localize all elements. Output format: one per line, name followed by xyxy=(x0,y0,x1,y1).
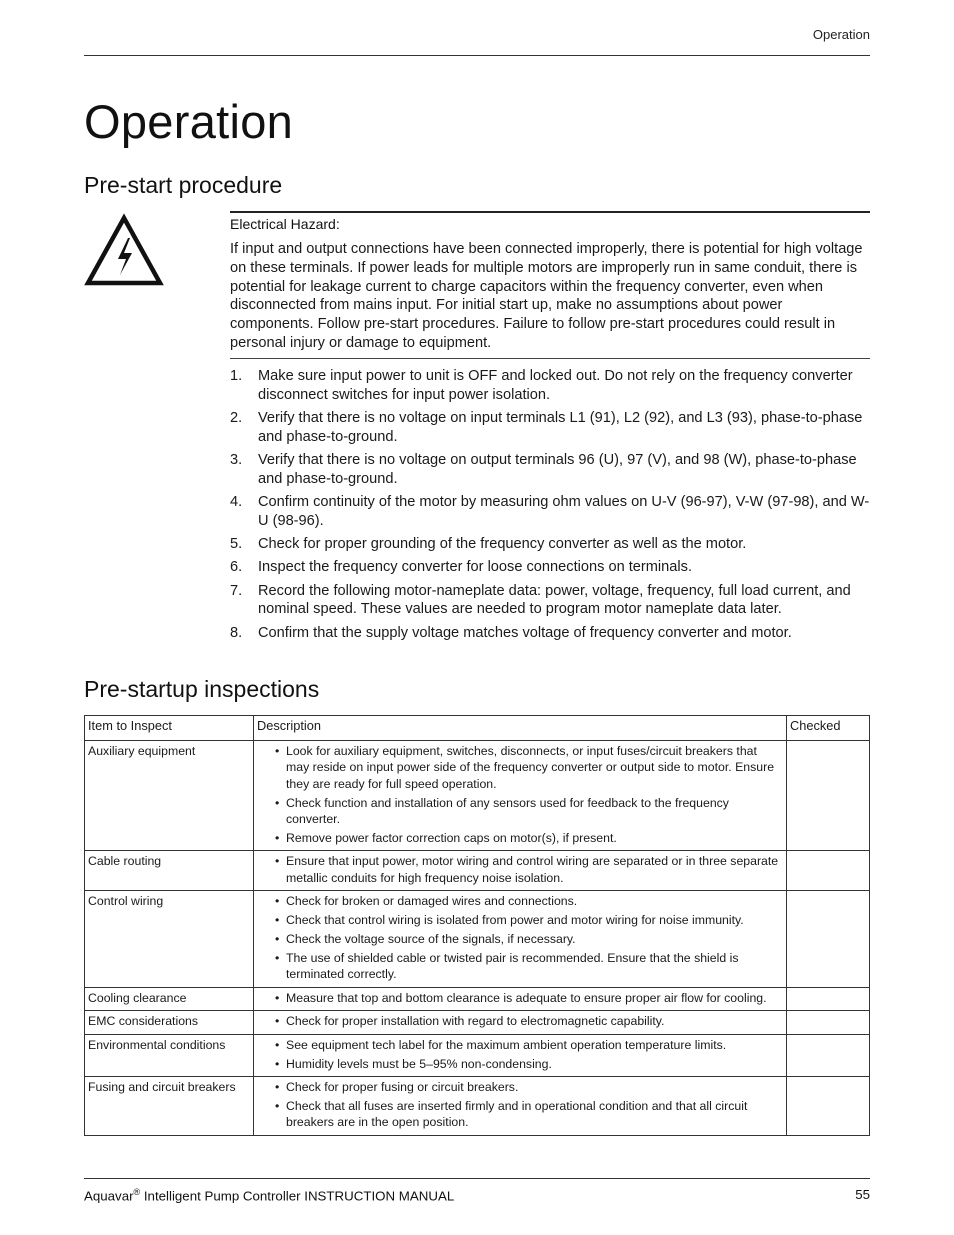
step-number: 2. xyxy=(230,409,243,426)
item-cell: Auxiliary equipment xyxy=(85,741,254,851)
step-item xyxy=(230,535,870,554)
description-bullet: • Measure that top and bottom clearance is adequate to ensure proper air flow for cooling. xyxy=(257,990,783,1006)
step-number: 6. xyxy=(230,559,243,576)
registered-mark: ® xyxy=(133,1187,141,1197)
step-number: 4. xyxy=(230,493,243,510)
step-text: Inspect the frequency converter for loose connections on terminals. xyxy=(258,559,692,576)
description-bullet: • Humidity levels must be 5–95% non-condensing. xyxy=(257,1056,783,1072)
header-divider xyxy=(84,55,870,56)
checked-cell xyxy=(787,1076,870,1135)
table-row xyxy=(85,987,870,1010)
step-item xyxy=(230,409,870,446)
section-heading-prestart: Pre-start procedure xyxy=(84,172,283,198)
description-bullet: • Check for proper installation with regard to electromagnetic capability. xyxy=(257,1013,783,1029)
table-header-row xyxy=(85,716,870,741)
step-item xyxy=(230,558,870,577)
checked-cell xyxy=(787,1011,870,1034)
checked-cell xyxy=(787,851,870,891)
step-item xyxy=(230,582,870,619)
step-item xyxy=(230,367,870,404)
step-item xyxy=(230,624,870,643)
description-bullet: • Check function and installation of any sensors used for feedback to the frequency converter. xyxy=(257,795,783,828)
item-cell: Fusing and circuit breakers xyxy=(85,1076,254,1135)
step-item xyxy=(230,493,870,530)
checked-cell xyxy=(787,741,870,851)
footer-manual-title xyxy=(84,1187,454,1203)
hazard-top-rule xyxy=(230,211,870,213)
description-bullet: • The use of shielded cable or twisted pair is recommended. Ensure that the shield is terminated correctly. xyxy=(257,950,783,983)
step-text: Make sure input power to unit is OFF and locked out. Do not rely on the frequency converter disconnect switches for input power isolation. xyxy=(258,368,853,403)
section-heading-prestartup: Pre-startup inspections xyxy=(84,676,320,702)
item-cell: Cable routing xyxy=(85,851,254,891)
step-text: Confirm continuity of the motor by measuring ohm values on U-V (96-97), V-W (97-98), and W-U (98-96). xyxy=(258,493,870,529)
footer-title-rest: Intelligent Pump Controller INSTRUCTION MANUAL xyxy=(140,1188,455,1204)
footer-brand: Aquavar xyxy=(84,1188,134,1204)
step-number: 3. xyxy=(230,451,243,468)
step-item xyxy=(230,451,870,488)
table-row xyxy=(85,1076,870,1135)
step-text: Verify that there is no voltage on output terminals 96 (U), 97 (V), and 98 (W), phase-to-phase and phase-to-ground. xyxy=(258,451,857,487)
electrical-hazard-icon xyxy=(84,213,164,287)
table-row xyxy=(85,741,870,851)
step-number: 7. xyxy=(230,582,243,599)
hazard-text: If input and output connections have been connected improperly, there is potential for high voltage on these terminals. If power leads for multiple motors are improperly run in same conduit, there is potential for leakage current to charge capacitors within the frequency converter, even when disconnected from mains input. For initial start up, make no assumptions about power components. Follow pre-start procedures. Failure to follow pre-start procedures could result in personal injury or damage to equipment. xyxy=(230,241,863,351)
description-bullet: • Ensure that input power, motor wiring and control wiring are separated or in three separate metallic conduits for high frequency noise isolation. xyxy=(257,853,783,886)
hazard-bottom-rule xyxy=(230,358,870,359)
checked-cell xyxy=(787,891,870,988)
description-cell xyxy=(254,851,787,891)
description-cell xyxy=(254,987,787,1010)
table-row xyxy=(85,1011,870,1034)
hazard-title: Electrical Hazard: xyxy=(230,216,340,232)
description-bullet: • Remove power factor correction caps on motor(s), if present. xyxy=(257,830,783,846)
column-header-item: Item to Inspect xyxy=(85,716,254,741)
footer-divider xyxy=(84,1178,870,1179)
description-bullet: • See equipment tech label for the maximum ambient operation temperature limits. xyxy=(257,1037,783,1053)
checked-cell xyxy=(787,987,870,1010)
description-bullet: • Look for auxiliary equipment, switches, disconnects, or input fuses/circuit breakers that may reside on input power side of the frequency converter or output side to motor. Ensure they are ready for full speed operation. xyxy=(257,743,783,792)
description-bullet: • Check that control wiring is isolated from power and motor wiring for noise immunity. xyxy=(257,912,783,928)
item-cell: EMC considerations xyxy=(85,1011,254,1034)
description-cell xyxy=(254,1034,787,1076)
item-cell: Environmental conditions xyxy=(85,1034,254,1076)
table-row xyxy=(85,1034,870,1076)
page-number: 55 xyxy=(855,1187,870,1202)
prestart-steps xyxy=(230,367,870,647)
description-cell xyxy=(254,1011,787,1034)
description-cell xyxy=(254,1076,787,1135)
step-text: Verify that there is no voltage on input terminals L1 (91), L2 (92), and L3 (93), phase-to-phase and phase-to-ground. xyxy=(258,409,863,445)
running-header: Operation xyxy=(812,27,870,42)
item-cell: Cooling clearance xyxy=(85,987,254,1010)
step-number: 8. xyxy=(230,624,243,641)
item-cell: Control wiring xyxy=(85,891,254,988)
table-row xyxy=(85,851,870,891)
checked-cell xyxy=(787,1034,870,1076)
step-number: 5. xyxy=(230,535,243,552)
description-bullet: • Check that all fuses are inserted firmly and in operational condition and that all circuit breakers are in the open position. xyxy=(257,1098,783,1131)
description-bullet: • Check the voltage source of the signals, if necessary. xyxy=(257,931,783,947)
step-text: Check for proper grounding of the frequency converter as well as the motor. xyxy=(258,535,747,552)
description-bullet: • Check for broken or damaged wires and connections. xyxy=(257,893,783,909)
step-number: 1. xyxy=(230,368,243,384)
description-cell xyxy=(254,741,787,851)
step-text: Record the following motor-nameplate data: power, voltage, frequency, full load current, and nominal speed. These values are needed to program motor nameplate data later. xyxy=(258,582,851,618)
column-header-checked: Checked xyxy=(787,716,870,741)
column-header-description: Description xyxy=(254,716,787,741)
table-row xyxy=(85,891,870,988)
description-cell xyxy=(254,891,787,988)
step-text: Confirm that the supply voltage matches voltage of frequency converter and motor. xyxy=(258,624,792,641)
description-bullet: • Check for proper fusing or circuit breakers. xyxy=(257,1079,783,1095)
page-title: Operation xyxy=(84,95,294,148)
inspection-table xyxy=(84,715,870,1136)
